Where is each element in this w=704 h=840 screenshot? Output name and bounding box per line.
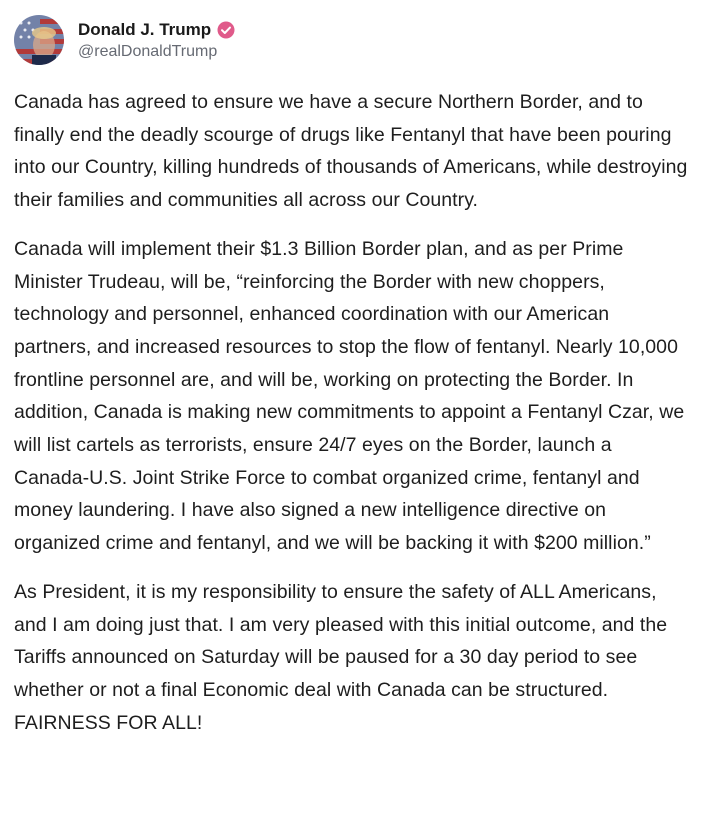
author-info	[78, 20, 235, 61]
post-header	[14, 14, 690, 66]
post-paragraph: Canada has agreed to ensure we have a secure Northern Border, and to finally end the deadly scourge of drugs like Fentanyl that have been pouring into our Country, killing hundreds of thousands of Americans, while destroying their families and communities all across our Country.	[14, 91, 688, 212]
display-name[interactable]: Donald J. Trump	[78, 19, 212, 39]
post-body	[14, 86, 690, 739]
display-name-row	[78, 20, 235, 40]
post-paragraph: As President, it is my responsibility to ensure the safety of ALL Americans, and I am doing just that. I am very pleased with this initial outcome, and the Tariffs announced on Saturday will be paused for a 30 day period to see whether or not a final Economic deal with Canada can be structured. FAIRNESS FOR ALL!	[14, 580, 668, 734]
avatar-flag-icon	[14, 15, 64, 65]
handle[interactable]: @realDonaldTrump	[78, 42, 218, 60]
verified-badge-icon	[217, 21, 235, 39]
post-paragraph: Canada will implement their $1.3 Billion Border plan, and as per Prime Minister Trudeau, will be, “reinforcing the Border with new choppers, technology and personnel, enhanced coordination with our American partners, and increased resources to stop the flow of fentanyl. Nearly 10,000 frontline personnel are, and will be, working on protecting the Border. In addition, Canada is making new commitments to appoint a Fentanyl Czar, we will list cartels as terrorists, ensure 24/7 eyes on the Border, launch a Canada-U.S. Joint Strike Force to combat organized crime, fentanyl and money laundering. I have also signed a new intelligence directive on organized crime and fentanyl, and we will be backing it with $200 million.”	[14, 237, 685, 555]
avatar[interactable]	[14, 15, 64, 65]
